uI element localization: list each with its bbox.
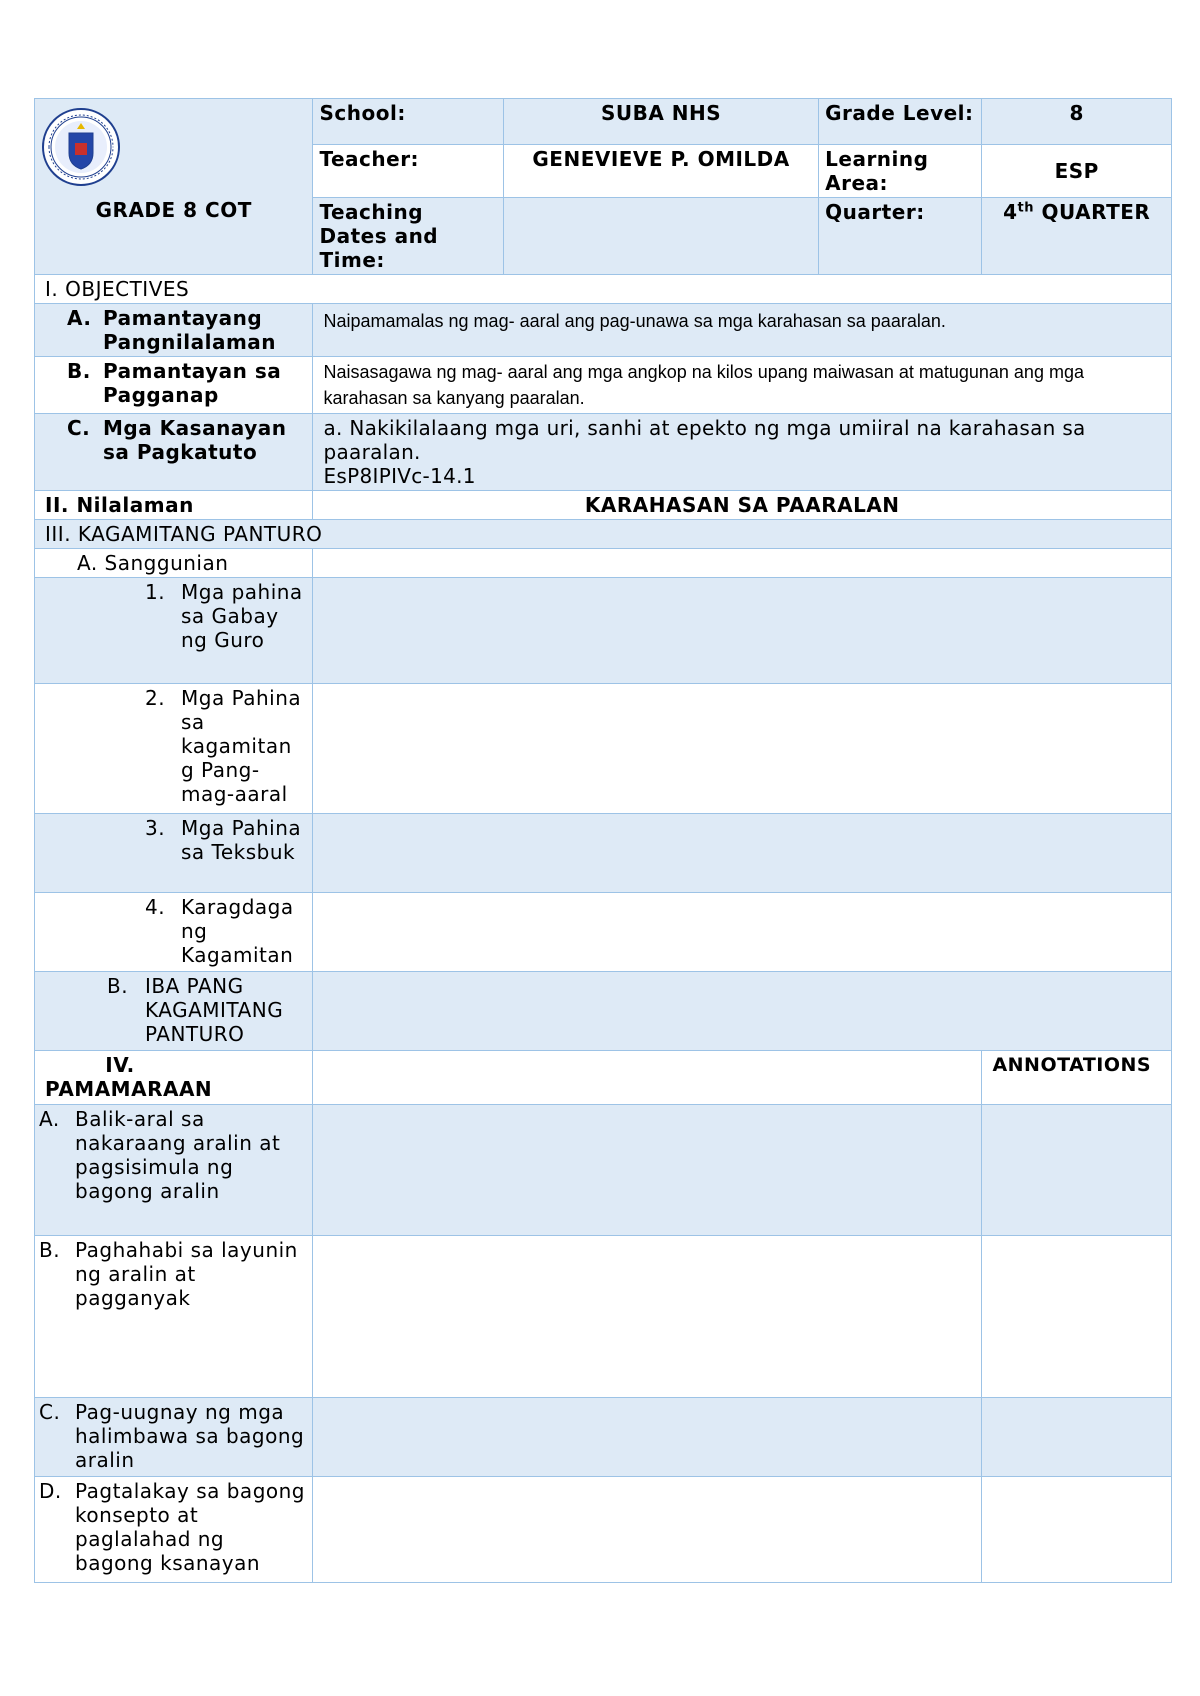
- procedure-step-d-value: [313, 1477, 982, 1583]
- teacher-label: Teacher:: [313, 145, 504, 198]
- materials-item-1: 1. Mga pahina sa Gabay ng Guro: [35, 578, 313, 684]
- procedure-step-c: C. Pag-uugnay ng mga halimbawa sa bagong aralin: [35, 1398, 313, 1477]
- header-title: GRADE 8 COT: [95, 198, 252, 222]
- objective-c-value: [313, 414, 1172, 491]
- area-value: ESP: [982, 145, 1172, 198]
- materials-b-value: [313, 972, 1172, 1051]
- annotations-heading: ANNOTATIONS: [982, 1051, 1172, 1105]
- school-value: SUBA NHS: [504, 99, 819, 145]
- procedure-step-c-value: [313, 1398, 982, 1477]
- procedure-step-a-annotation: [982, 1105, 1172, 1236]
- procedure-step-d: D. Pagtalakay sa bagong konsepto at paglalahad ng bagong ksanayan: [35, 1477, 313, 1583]
- materials-item-4: 4. Karagdaga ng Kagamitan: [35, 893, 313, 972]
- materials-b-label: B. IBA PANG KAGAMITANG PANTURO: [35, 972, 313, 1051]
- objective-c-label: C. Mga Kasanayan sa Pagkatuto: [35, 414, 313, 491]
- area-label: Learning Area:: [819, 145, 982, 198]
- procedure-step-a-value: [313, 1105, 982, 1236]
- content-value: KARAHASAN SA PAARALAN: [313, 491, 1172, 520]
- objective-c-line2: EsP8IPIVc-14.1: [323, 464, 476, 488]
- quarter-value: 4th QUARTER: [982, 198, 1172, 275]
- grade-label: Grade Level:: [819, 99, 982, 145]
- procedure-heading: IV. PAMAMARAAN: [35, 1051, 313, 1105]
- procedure-step-b-value: [313, 1236, 982, 1398]
- dates-value: [504, 198, 819, 275]
- procedure-heading-blank: [313, 1051, 982, 1105]
- lesson-plan-page: [34, 98, 1172, 1583]
- objectives-heading: I. OBJECTIVES: [35, 275, 1172, 304]
- objective-b-value: Naisasagawa ng mag- aaral ang mga angkop na kilos upang maiwasan at matugunan ang mga karahasan sa kanyang paaralan.: [313, 357, 1172, 414]
- deped-seal-icon: [41, 107, 121, 187]
- materials-item-2-value: [313, 684, 1172, 814]
- content-label: II. Nilalaman: [35, 491, 313, 520]
- grade-value: 8: [982, 99, 1172, 145]
- school-label: School:: [313, 99, 504, 145]
- lesson-plan-table: [34, 98, 1172, 1583]
- header-title-cell: [35, 99, 313, 275]
- objective-c-line1: a. Nakikilalaang mga uri, sanhi at epekto ng mga umiiral na karahasan sa paaralan.: [323, 416, 1086, 464]
- quarter-label: Quarter:: [819, 198, 982, 275]
- dates-label: Teaching Dates and Time:: [313, 198, 504, 275]
- materials-item-2: 2. Mga Pahina sa kagamitan g Pang-mag-aaral: [35, 684, 313, 814]
- materials-item-4-value: [313, 893, 1172, 972]
- procedure-step-b: B. Paghahabi sa layunin ng aralin at pagganyak: [35, 1236, 313, 1398]
- procedure-step-c-annotation: [982, 1398, 1172, 1477]
- materials-item-3-value: [313, 814, 1172, 893]
- objective-b-label: B. Pamantayan sa Pagganap: [35, 357, 313, 414]
- materials-item-3: 3. Mga Pahina sa Teksbuk: [35, 814, 313, 893]
- objective-a-value: Naipamamalas ng mag- aaral ang pag-unawa sa mga karahasan sa paaralan.: [313, 304, 1172, 357]
- materials-item-1-value: [313, 578, 1172, 684]
- procedure-step-d-annotation: [982, 1477, 1172, 1583]
- materials-a-label: A. Sanggunian: [35, 549, 313, 578]
- objective-a-label: A. Pamantayang Pangnilalaman: [35, 304, 313, 357]
- procedure-step-a: A. Balik-aral sa nakaraang aralin at pagsisimula ng bagong aralin: [35, 1105, 313, 1236]
- teacher-value: GENEVIEVE P. OMILDA: [504, 145, 819, 198]
- procedure-step-b-annotation: [982, 1236, 1172, 1398]
- materials-a-value: [313, 549, 1172, 578]
- materials-heading: III. KAGAMITANG PANTURO: [35, 520, 1172, 549]
